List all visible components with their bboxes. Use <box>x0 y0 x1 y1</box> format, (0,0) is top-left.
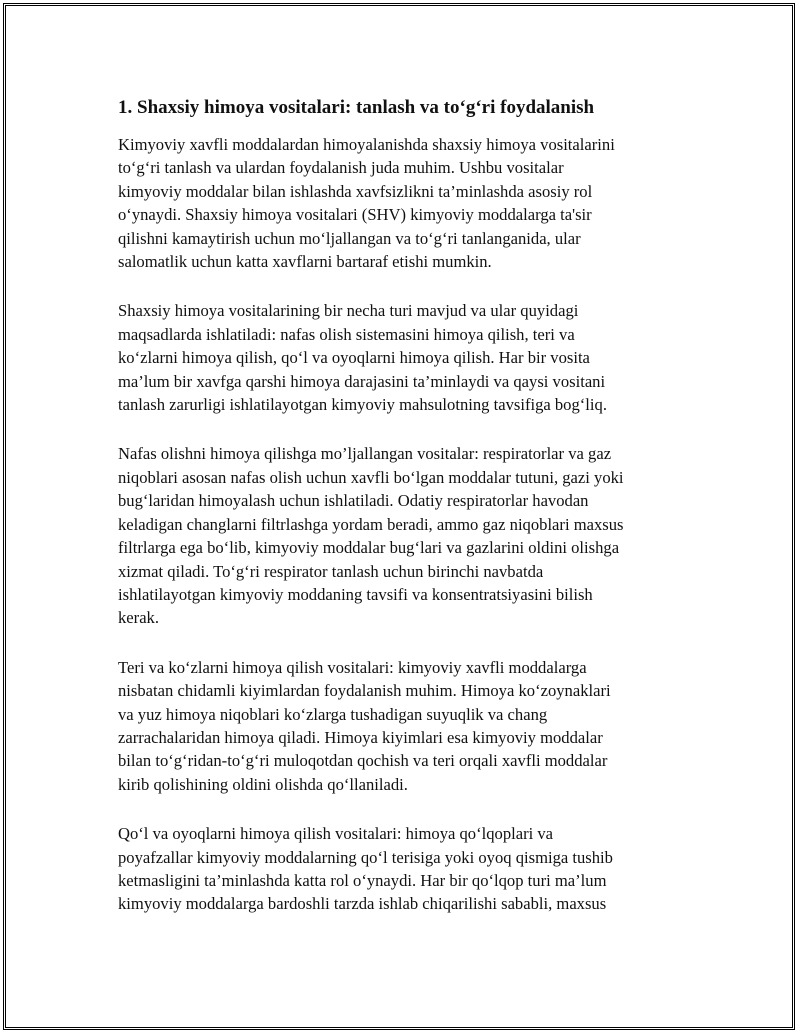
text-line: va yuz himoya niqoblari ko‘zlarga tushadigan suyuqlik va chang <box>118 704 548 724</box>
text-line: kerak. <box>118 608 159 628</box>
text-line: maqsadlarda ishlatiladi: nafas olish sistemasini himoya qilish, teri va <box>118 324 575 344</box>
paragraph-hands-feet <box>118 822 688 916</box>
paragraph-respiratory <box>118 442 688 629</box>
text-line: niqoblari asosan nafas olish uchun xavfli bo‘lgan moddalar tutuni, gazi yoki <box>118 467 624 487</box>
document-body <box>118 96 688 942</box>
text-line: ishlatilayotgan kimyoviy moddaning tavsifi va konsentratsiyasini bilish <box>118 584 593 604</box>
text-line: Teri va ko‘zlarni himoya qilish vositalari: kimyoviy xavfli moddalarga <box>118 657 587 677</box>
text-line: qilishni kamaytirish uchun mo‘ljallangan va to‘g‘ri tanlanganida, ular <box>118 228 581 248</box>
text-line: o‘ynaydi. Shaxsiy himoya vositalari (SHV) kimyoviy moddalarga ta'sir <box>118 205 592 225</box>
paragraph-skin-eyes <box>118 656 688 796</box>
paragraph-intro <box>118 133 688 273</box>
text-line: nisbatan chidamli kiyimlardan foydalanish muhim. Himoya ko‘zoynaklari <box>118 681 611 701</box>
paragraph-types <box>118 299 688 416</box>
text-line: ma’lum bir xavfga qarshi himoya darajasini ta’minlaydi va qaysi vositani <box>118 371 606 391</box>
text-line: Kimyoviy xavfli moddalardan himoyalanishda shaxsiy himoya vositalarini <box>118 135 615 154</box>
text-line: Nafas olishni himoya qilishga mo’ljallangan vositalar: respiratorlar va gaz <box>118 444 612 464</box>
text-line: to‘g‘ri tanlash va ulardan foydalanish juda muhim. Ushbu vositalar <box>118 158 564 178</box>
text-line: kimyoviy moddalar bilan ishlashda xavfsizlikni ta’minlashda asosiy rol <box>118 181 593 201</box>
text-line: xizmat qiladi. To‘g‘ri respirator tanlash uchun birinchi navbatda <box>118 561 544 581</box>
text-line: Qo‘l va oyoqlarni himoya qilish vositalari: himoya qo‘lqoplari va <box>118 824 554 844</box>
text-line: bilan to‘g‘ridan-to‘g‘ri muloqotdan qochish va teri orqali xavfli moddalar <box>118 751 608 771</box>
section-heading: 1. Shaxsiy himoya vositalari: tanlash va to‘g‘ri foydalanish <box>118 97 595 118</box>
text-line: ko‘zlarni himoya qilish, qo‘l va oyoqlarni himoya qilish. Har bir vosita <box>118 348 590 368</box>
document-page <box>3 3 795 1030</box>
text-line: zarrachalaridan himoya qiladi. Himoya kiyimlari esa kimyoviy moddalar <box>118 727 603 747</box>
text-line: salomatlik uchun katta xavflarni bartaraf etishi mumkin. <box>118 252 492 272</box>
text-line: Shaxsiy himoya vositalarining bir necha turi mavjud va ular quyidagi <box>118 301 579 321</box>
text-line: ketmasligini ta’minlashda katta rol o‘ynaydi. Har bir qo‘lqop turi ma’lum <box>118 870 607 890</box>
text-line: poyafzallar kimyoviy moddalarning qo‘l terisiga yoki oyoq qismiga tushib <box>118 847 613 867</box>
text-line: kirib qolishining oldini olishda qo‘llaniladi. <box>118 774 408 794</box>
text-line: keladigan changlarni filtrlashga yordam beradi, ammo gaz niqoblari maxsus <box>118 514 624 534</box>
text-line: tanlash zarurligi ishlatilayotgan kimyoviy mahsulotning tavsifiga bog‘liq. <box>118 395 607 415</box>
text-line: kimyoviy moddalarga bardoshli tarzda ishlab chiqarilishi sababli, maxsus <box>118 894 607 914</box>
text-line: filtrlarga ega bo‘lib, kimyoviy moddalar bug‘lari va gazlarini oldini olishga <box>118 538 620 558</box>
text-line: bug‘laridan himoyalash uchun ishlatiladi. Odatiy respiratorlar havodan <box>118 491 589 511</box>
